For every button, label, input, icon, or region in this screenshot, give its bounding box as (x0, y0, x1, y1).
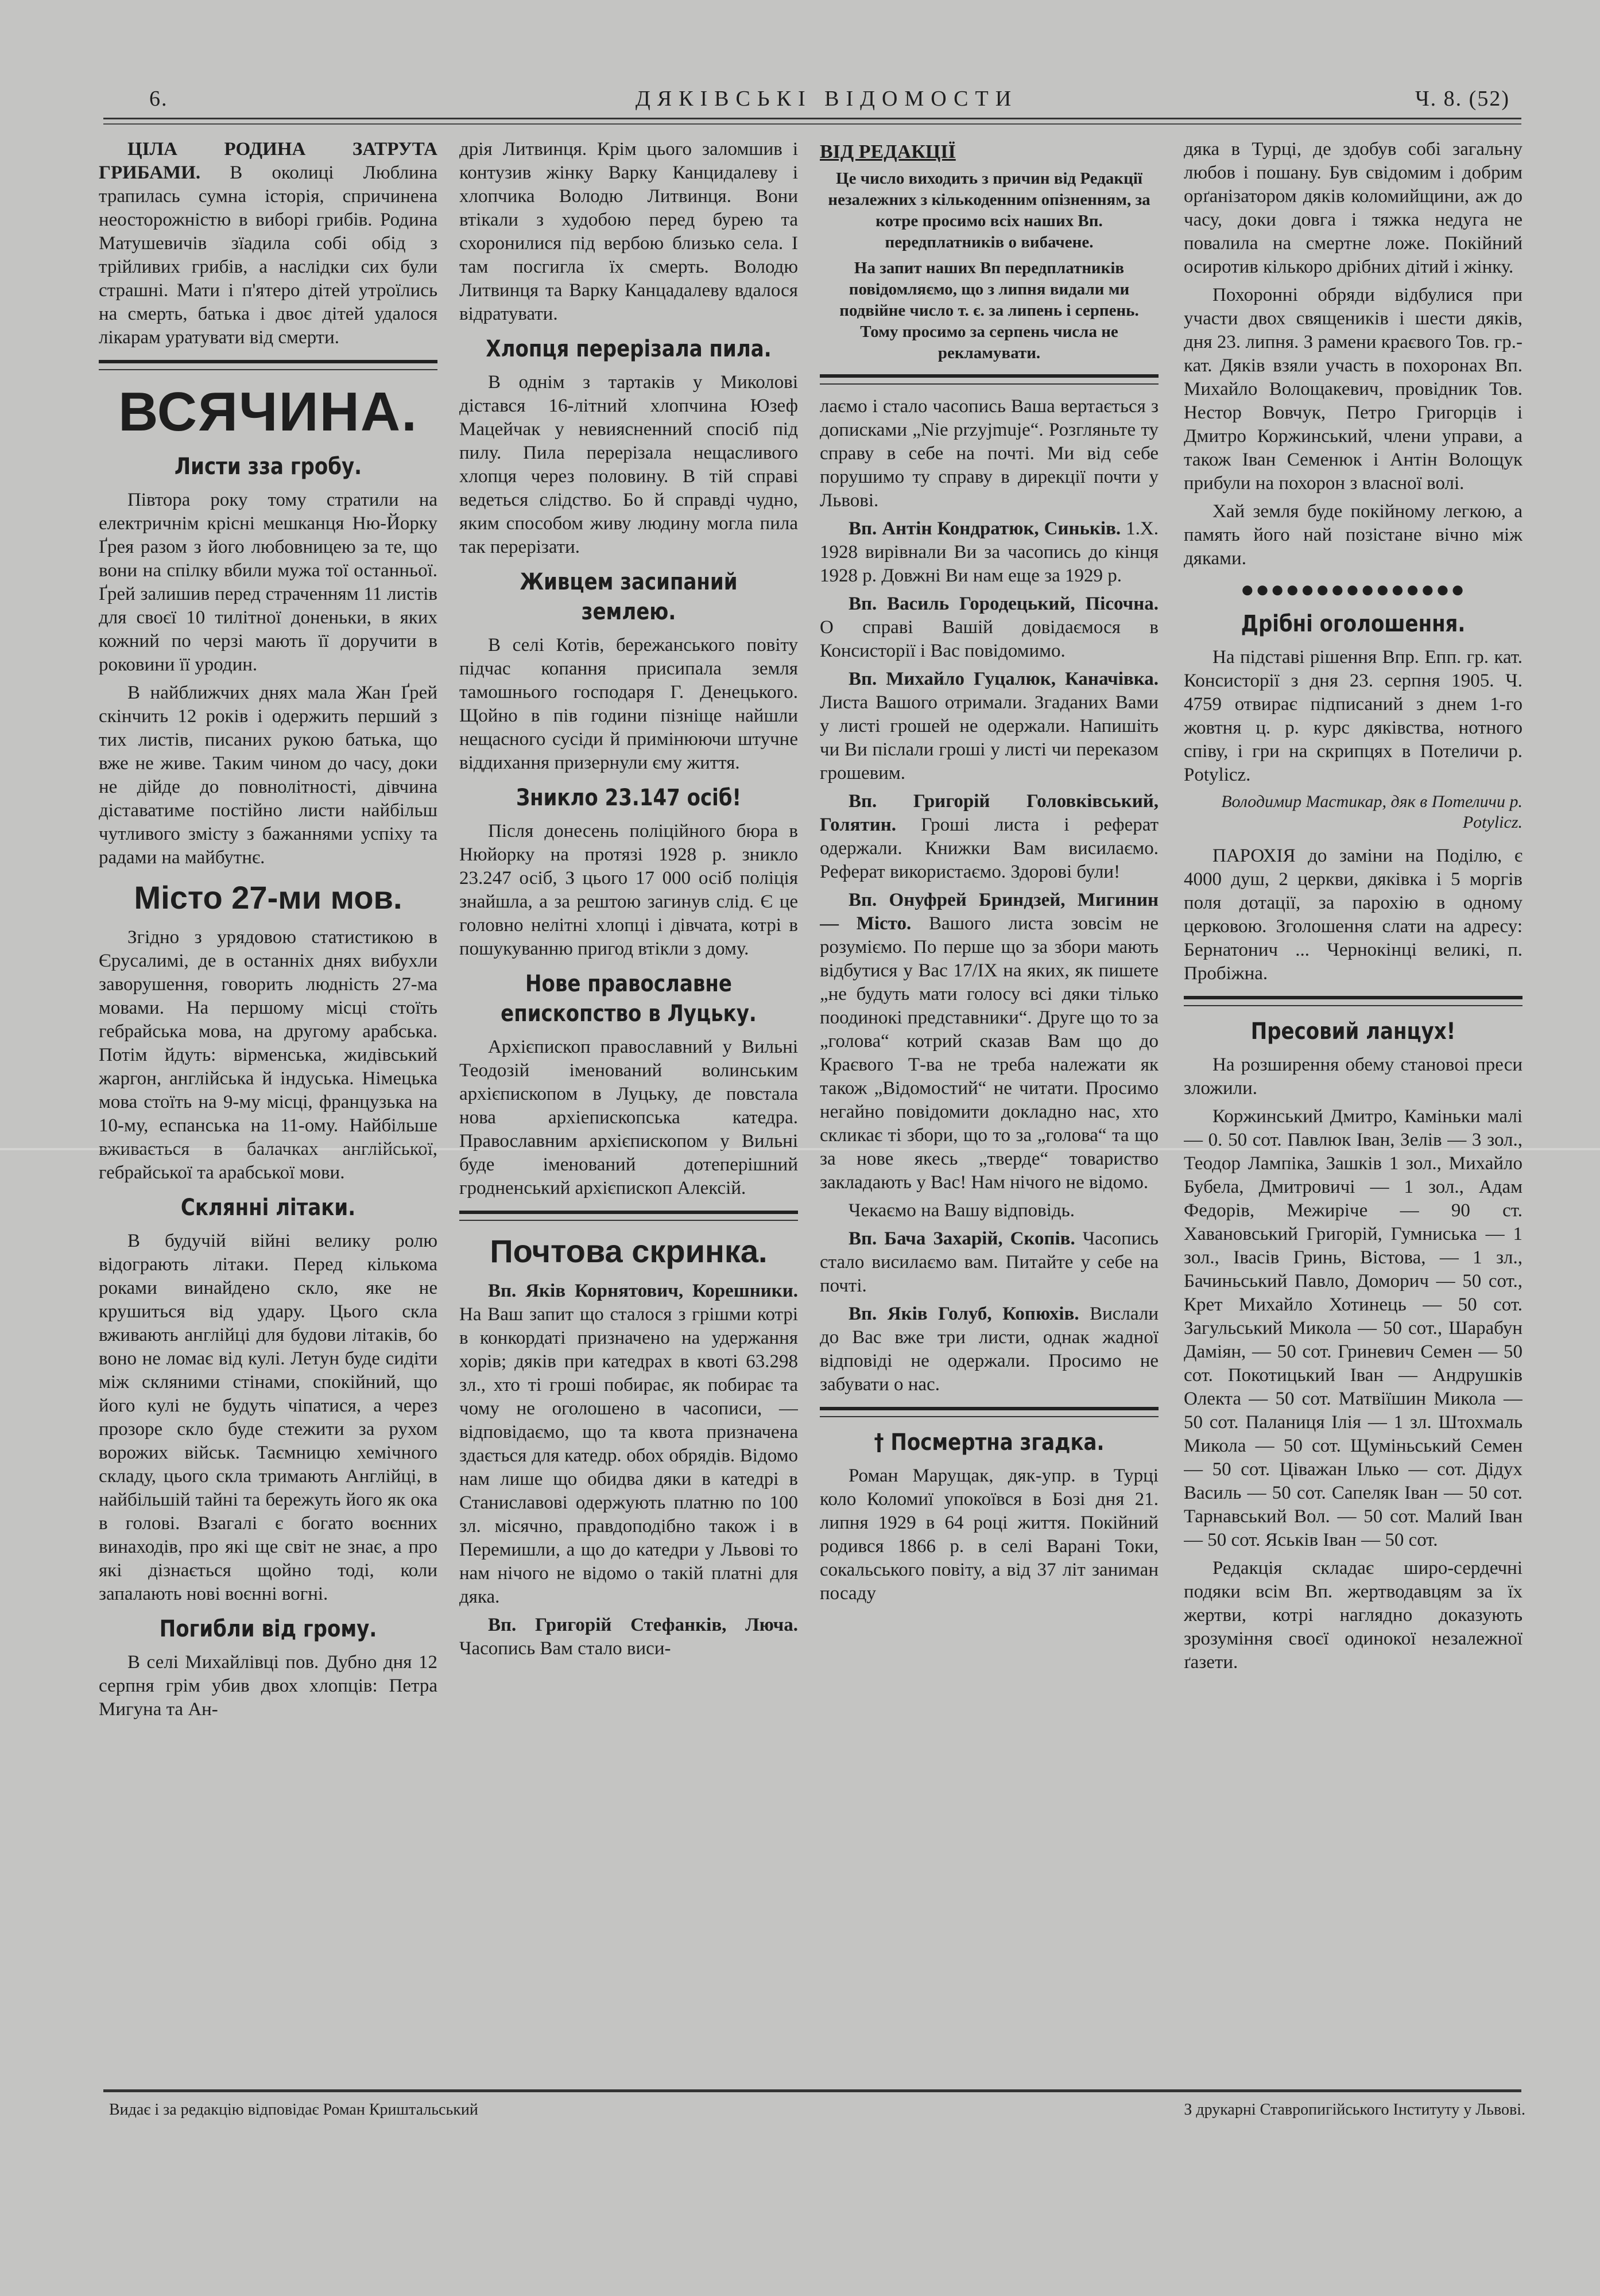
article-paragraph (99, 681, 437, 870)
paragraph-text: В селі Михайлівці пов. Дубно дня 12 серпня грім убив двох хлопців: Петра Мигуна та Ан- (99, 1652, 437, 1720)
paragraph-text: лаємо і стало часопись Ваша вертається з дописками „Nie przyjmuje“. Розгляньте ту справу в себе на почті. Ми від себе порушимо ту справу в дирекції почти у Львові. (820, 396, 1159, 511)
paragraph-text: Після донесень поліційного бюра в Нюйорку на протязі 1928 р. зникло 23.247 осіб, З цього 17 000 осіб поліція знайшла, а за рештою загинув слід. Є це головно нелітні хлопці і дівчата, котрі в пошукуванню пригод втікли з дому. (459, 821, 798, 959)
paragraph-text: В будучій війні велику ролю відограють літаки. Перед кількома роками винайдено скло, яке не крушиться від удару. Цього скла вживають англійці для будови літаків, бо воно не ломає від кулі. Летун буде сидіти між скляними стінами, спокійний, що його кулі не будуть чіпатися, а через прозоре скло буде стежити за рухом ворожих військ. Таємницю хемічного складу, цього скла тримають Англійці, в найбільшій тайні та бережуть його як ока в голові. Взагалі є богато воєнних винаходів, про які ще світ не знає, а про які дізнається щойно тоді, коли запалають нові воєнні вогні. (99, 1231, 437, 1604)
article-paragraph (820, 668, 1159, 785)
article-heading: † Посмертна згадка. (874, 1429, 1105, 1456)
footer-printer: З друкарні Ставропигійського Інституту у Львові. (1184, 2101, 1525, 2119)
article-paragraph (99, 926, 437, 1185)
paragraph-text: Роман Марущак, дяк-упр. в Турці коло Коломиї упокоївся в Бозі дня 21. липня 1929 в 64 році життя. Покійний родився 1866 р. в селі Варані Токи, сокальського повіту, а від 37 літ заниман посаду (820, 1465, 1159, 1604)
paragraph-text: Архієпископ православний у Вильні Теодозій іменований волинським архієпископом в Луцьку, де повстала нова архіепископська катедра. Православним архієпископом у Вильні буде іменований дотеперішний гродненський архієпископ Алексій. (459, 1037, 798, 1199)
article-paragraph (820, 1227, 1159, 1298)
article-paragraph (1184, 500, 1522, 571)
footer-rule (103, 2089, 1521, 2092)
paragraph-lead: Вп. Григорій Стефанків, Люча. (488, 1615, 798, 1635)
article-heading: Нове православне епископство в Луцьку. (501, 971, 757, 1027)
article-paragraph (1184, 844, 1522, 986)
article-heading: Пресовий ланцух! (1250, 1018, 1456, 1045)
article-paragraph (820, 395, 1159, 513)
paragraph-text: Похоронні обряди відбулися при участи двох священиків і шести дяків, дня 23. липня. З рамени краєвого Тов. гр.-кат. Дяків взяли участь в похоронах Вп. Михайло Волощакевич, провідник Тов. Нестор Вовчук, Петро Григорців і Дмитро Коржинський, члени управи, а також Іван Семенюк і Антін Волощук прибули на похорон з власної волі. (1184, 285, 1522, 494)
article-paragraph (820, 592, 1159, 663)
article-paragraph (99, 488, 437, 677)
paragraph-text: На Ваш запит що сталося з грішми котрі в конкордаті призначено на удержання хорів; дяків при катедрах в квоті 63.298 зл., хто ті гроші побирає, як побирає та чому не оголошено в часописи, — відповідаємо, що та квота призначена здається для катедр. обох обрядів. Відомо нам лише що обидва дяки в катедрі в Станиславові одержують платню по 100 зл. місячно, правдоподібно також і в Перемишли, а що до катедри у Львові то нам нічого не відомо о такій платні для дяка. (459, 1304, 798, 1607)
article-paragraph (1184, 1557, 1522, 1674)
paragraph-text: дрія Литвинця. Крім цього заломшив і контузив жінку Варку Канцидалеву і хлопчика Володю Литвинця. Вони втікали з худобою перед бурею та схоронилися під вербою близько села. І там посгигла їх смерть. Володю Литвинця та Варку Канцадалеву вдалося відратувати. (459, 139, 798, 324)
article-heading: Листи зза гробу. (174, 453, 362, 480)
article-heading: Хлопця перерізала пила. (486, 336, 772, 362)
article-paragraph (459, 1279, 798, 1609)
dot-ornament: ●●●●●●●●●●●●●●● (1240, 577, 1466, 601)
paragraph-text: Згідно з урядовою статистикою в Єрусалимі, де в останніх днях вибухли заворушення, говорить людність 27-ма мовами. На першому місці стоїть гебрайська мова, на другому арабська. Потім йдуть: вірменська, жидівський жаргон, англійська й індуська. Німецька мова стоїть на 9-му місці, французька на 10-му, еспанська на 11-ому. Найбільше вживається в балачках англійської, гебрайської та арабської мови. (99, 927, 437, 1183)
paragraph-text: На підставі рішення Впр. Епп. гр. кат. Консисторії з дня 23. серпня 1905. Ч. 4759 отвирає підписаний з днем 1-го жовтня ц. р. курс дяківства, нотного співу, і гри на скрипцях в Потеличи р. Potylicz. (1184, 647, 1522, 785)
paragraph-text: В околиці Люблина трапилась сумна історія, спричинена неосторожністю в виборі грибів. Родина Матушевичів зїадила собі обід з трійливих грибів, а наслідки сих були страшні. Мати і п'ятеро дітей утроїлись на смерть, батька і двоє дітей удалося лікарам уратувати від смерти. (99, 162, 437, 348)
paragraph-lead: Вп. Василь Городецький, Пісочна. (849, 594, 1159, 614)
paper-fold (0, 1148, 1600, 1150)
article-paragraph (99, 1230, 437, 1606)
paragraph-lead: Вп. Михайло Гуцалюк, Каначівка. (849, 669, 1159, 689)
paragraph-text: Листа Вашого отримали. Згаданих Вами у листі грошей не одержали. Напишіть чи Ви післали гроші у листі чи переказом грошевим. (820, 692, 1159, 784)
article-paragraph (1184, 1053, 1522, 1100)
paragraph-text: Чекаємо на Вашу відповідь. (849, 1200, 1075, 1221)
page-header (132, 86, 1521, 121)
article-paragraph (820, 790, 1159, 884)
article-paragraph (459, 634, 798, 775)
newspaper-title: ДЯКІВСЬКІ ВІДОМОСТИ (635, 87, 1018, 111)
paragraph-text: 1.X. 1928 вирівнали Ви за часопись до кінця 1928 р. Довжні Ви нам еще за 1929 р. (820, 518, 1159, 586)
article-paragraph (459, 371, 798, 559)
section-rule (459, 1211, 798, 1221)
paragraph-text: Часопись Вам стало виси- (459, 1638, 671, 1659)
paragraph-lead: Вп. Яків Голуб, Копюхів. (849, 1304, 1079, 1324)
article-heading: Почтова скринка. (490, 1233, 768, 1269)
footer-publisher: Видає і за редакцію відповідає Роман Криштальський (109, 2101, 478, 2119)
article-paragraph (459, 1035, 798, 1200)
paragraph-text: ПАРОХІЯ до заміни на Поділю, є 4000 душ, 2 церкви, дяківка і 5 моргів поля дотації, за парохію в одному церковою. Зголошення слати на адресу: Бернатонич ... Чернокінці великі, п. Пробіжна. (1184, 846, 1522, 984)
article-heading: ВІД РЕДАКЦІЇ (820, 141, 956, 162)
paragraph-text: Гроші листа і реферат одержали. Книжки Вам висилаємо. Реферат використаємо. Здорові були! (820, 815, 1159, 882)
paragraph-text: О справі Вашій довідаємося в Консисторії і Вас повідомимо. (820, 617, 1159, 661)
article-paragraph (820, 1302, 1159, 1397)
article-paragraph (820, 517, 1159, 588)
article-paragraph (459, 1614, 798, 1661)
article-heading: Живцем засипаний землею. (520, 569, 738, 625)
paragraph-text: Хай земля буде покійному легкою, а память його най позістане вічно між дяками. (1184, 501, 1522, 569)
article-paragraph (99, 138, 437, 350)
section-rule (820, 1407, 1159, 1417)
section-rule (99, 360, 437, 370)
section-rule (1184, 996, 1522, 1006)
article-paragraph (820, 1464, 1159, 1605)
article-paragraph (459, 820, 798, 961)
paragraph-lead: Вп. Антін Кондратюк, Синьків. (849, 518, 1121, 539)
paragraph-text: Редакція складає широ-сердечні подяки всім Вп. жертводавцям за їх жертви, котрі наглядно доказують зрозуміння своєї одинокої незалежної ґазети. (1184, 1558, 1522, 1673)
section-rule (820, 374, 1159, 385)
paragraph-text: Вислали до Вас вже три листи, однак жадної відповіді не одержали. Просимо не забувати о нас. (820, 1304, 1159, 1395)
article-heading: Погибли від грому. (159, 1616, 377, 1642)
article-paragraph (459, 138, 798, 326)
paragraph-text: дяка в Турці, де здобув собі загальну любов і пошану. Був свідомим і добрим орґанізатором дяків коломийщини, аж до часу, доки довга і тяжка недуга не повалила на смертне ложе. Покійний осиротив кількоро дрібних дітий і жінку. (1184, 139, 1522, 277)
column-1 (99, 138, 437, 2089)
editorial-notice: На запит наших Вп передплатників повідомляємо, що з липня видали ми подвійне число т. є. за липень і серпень. Тому просимо за серпень числа не рекламувати. (839, 259, 1139, 362)
article-heading: Зникло 23.147 осіб! (516, 785, 742, 811)
column-4 (1184, 138, 1522, 2089)
article-paragraph (1184, 284, 1522, 495)
paragraph-text: Часопись стало висилаємо вам. Питайте у себе на почті. (820, 1228, 1159, 1296)
article-paragraph (1184, 646, 1522, 787)
paragraph-text: В однім з тартаків у Миколові дістався 16-літний хлопчина Юзеф Мацейчак у невиясненний спосіб під пилу. Пила перерізала нещасливого хлопця через половину. В тій справі ведеться слідство. Бо й справді чудно, яким способом живу людину могла пила так перерізати. (459, 372, 798, 557)
paragraph-text: На розширення обему становоі преси зложили. (1184, 1054, 1522, 1099)
article-heading: Місто 27-ми мов. (134, 879, 402, 916)
editorial-notice: Це число виходить з причин від Редакції незалежних з кількоденним опізненням, за котре просимо всіх наших Вп. передплатників о вибачене. (828, 169, 1150, 251)
column-3 (820, 138, 1159, 2089)
article-heading: Дрібні оголошення. (1241, 611, 1466, 637)
paragraph-text: В селі Котів, бережанського повіту підчас копання присипала земля тамошнього господаря Г. Денецького. Щойно в пів години пізніще найшли нещасного сусіди й примінюючи штучне віддихання призернули єму життя. (459, 635, 798, 773)
paragraph-lead: Вп. Бача Захарій, Скопів. (849, 1228, 1075, 1249)
paragraph-text: Півтора року тому стратили на електричнім крісні мешканця Ню-Йорку Ґрея разом з його любовницею за те, що вони на спілку вбили мужа тої останньої. Ґрей залишив перед страченням 11 листів для своєї 10 тилітної доненьки, в яких кожний по черзі мають її доручити в роковини її уродин. (99, 490, 437, 675)
column-2 (459, 138, 798, 2089)
page-number: 6. (149, 87, 168, 111)
article-paragraph (99, 1651, 437, 1721)
article-paragraph (820, 1199, 1159, 1223)
article-paragraph (1184, 1105, 1522, 1552)
paragraph-lead: Вп. Яків Корнятович, Корешники. (488, 1281, 798, 1301)
paragraph-text: Вашого листа зовсім не розуміємо. По перше що за збори мають відбутися у Вас 17/IX на яких, як пишете „не будуть мати голосу всі дяки тілько поодинокі представники“. Друге що то за „голова“ котрий сказав Вам що до Краєвого Т-ва не треба належати як також „Відомостий“ не читати. Просимо негайно повідомити докладно нас, хто скликає ті збори, що то за „голова“ та що за нове якесь „тверде“ товариство закладають у Вас! Нам нічого не відомо. (820, 913, 1159, 1193)
paragraph-lead: Вп. Онуфрей Бриндзей, Мигинин — Місто. (820, 890, 1159, 934)
paragraph-text: Коржинський Дмитро, Каміньки малі — 0. 50 сот. Павлюк Іван, Зелів — 3 зол., Теодор Лампіка, Зашків 1 зол., Михайло Бубела, Дмитровичі — 1 зол., Адам Федорів, Межиріче — 90 ст. Хавановський Григорій, Гумниська — 1 зол., Івасів Гринь, Вістова, — 1 зл., Бачиньський Павло, Доморич — 50 сот., Крет Михайло Хотинець — 50 сот. Загульський Микола — 50 сот., Шарабун Даміян, — 50 сот. Гриневич Семен — 50 сот. Покотицький Іван — Андрушків Олекта — 50 сот. Матвіїшин Микола — 50 сот. Паланиця Ілія — 1 зл. Штохмаль Микола — 50 сот. Щуміньський Семен — 50 сот. Ціважан Ілько — сот. Дідух Василь — 50 сот. Сапеляк Іван — 50 сот. Тарнавський Вол. — 50 сот. Малий Іван — 50 сот. Яськів Іван — 50 сот. (1184, 1106, 1522, 1550)
header-rule (103, 118, 1521, 125)
section-title: ВСЯЧИНА. (118, 381, 418, 443)
paragraph-lead: ЦІЛА РОДИНА ЗАТРУТА ГРИБАМИ. (99, 139, 437, 183)
signature: Володимир Мастикар, дяк в Потеличи р. Potylicz. (1221, 792, 1522, 832)
paragraph-text: В найближчих днях мала Жан Ґрей скінчить 12 років і одержить перший з тих листів, писаних рукою батька, що вже не живе. Таким чином до часу, доки не дійде до повнолітності, дівчина діставатиме постійно листи найбільш чутливого змісту з бажаннями успіху та радами на майбутнє. (99, 682, 437, 868)
paragraph-lead: Вп. Григорій Головківський, Голятин. (820, 791, 1159, 835)
issue-number: Ч. 8. (52) (1415, 87, 1510, 111)
article-paragraph (1184, 138, 1522, 279)
article-heading: Склянні літаки. (180, 1194, 356, 1221)
